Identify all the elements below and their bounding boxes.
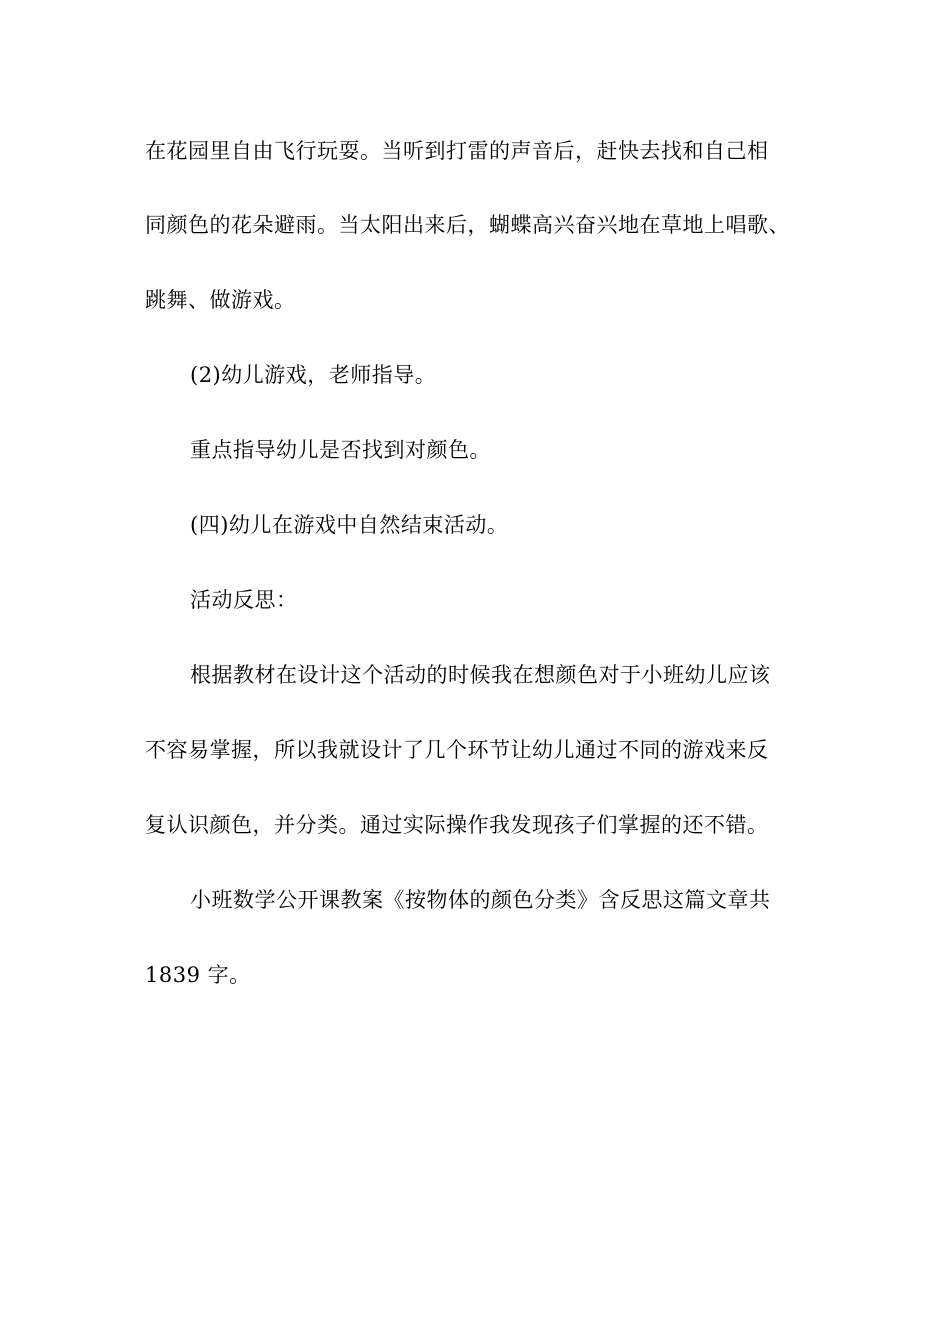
paragraph-line-2: 同颜色的花朵避雨。当太阳出来后，蝴蝶高兴奋兴地在草地上唱歌、 xyxy=(145,213,790,237)
paragraph-line-10: 复认识颜色，并分类。通过实际操作我发现孩子们掌握的还不错。 xyxy=(145,813,769,837)
paragraph-line-9: 不容易掌握，所以我就设计了几个环节让幼儿通过不同的游戏来反 xyxy=(145,738,769,762)
section-heading-reflection: 活动反思： xyxy=(190,588,298,612)
paragraph-line-4: (2)幼儿游戏，老师指导。 xyxy=(190,363,437,387)
paragraph-line-1: 在花园里自由飞行玩耍。当听到打雷的声音后，赶快去找和自己相 xyxy=(145,139,769,163)
paragraph-line-12: 1839 字。 xyxy=(145,963,251,987)
paragraph-line-3: 跳舞、做游戏。 xyxy=(145,288,296,312)
paragraph-line-5: 重点指导幼儿是否找到对颜色。 xyxy=(190,438,491,462)
paragraph-line-11: 小班数学公开课教案《按物体的颜色分类》含反思这篇文章共 xyxy=(190,888,771,912)
paragraph-line-8: 根据教材在设计这个活动的时候我在想颜色对于小班幼儿应该 xyxy=(190,663,771,687)
paragraph-line-6: (四)幼儿在游戏中自然结束活动。 xyxy=(190,513,509,537)
